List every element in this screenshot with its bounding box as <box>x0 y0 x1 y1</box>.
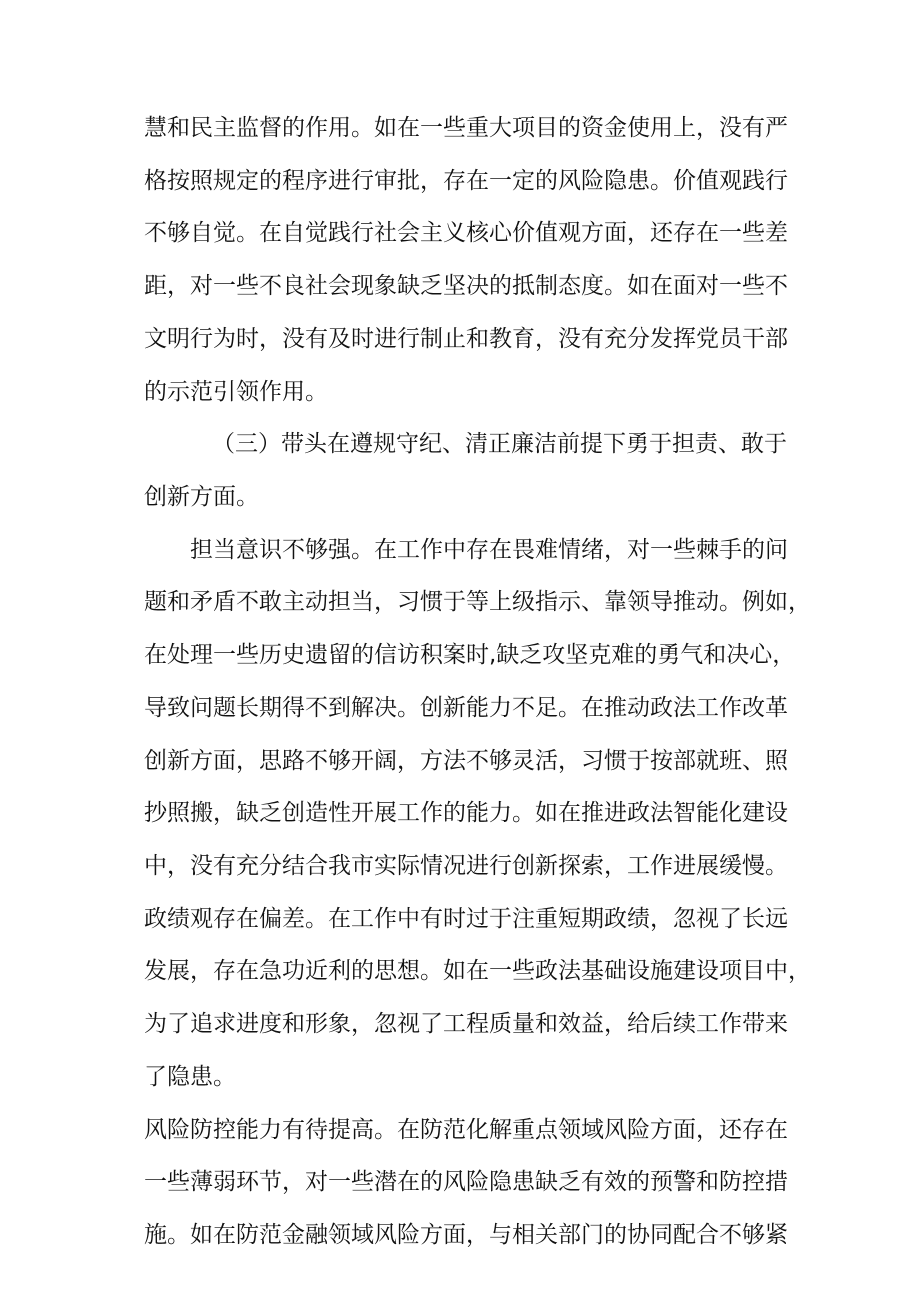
text-line: 不够自觉。在自觉践行社会主义核心价值观方面，还存在一些差 <box>144 220 788 246</box>
text-line: 担当意识不够强。在工作中存在畏难情绪，对一些棘手的问 <box>190 537 788 563</box>
text-line: 中，没有充分结合我市实际情况进行创新探索，工作进展缓慢。 <box>144 853 788 879</box>
text-line: 一些薄弱环节，对一些潜在的风险隐患缺乏有效的预警和防控措 <box>144 1169 788 1195</box>
text-line: 慧和民主监督的作用。如在一些重大项目的资金使用上，没有严 <box>144 115 788 141</box>
text-line: 为了追求进度和形象，忽视了工程质量和效益，给后续工作带来 <box>144 1011 788 1037</box>
text-line: 抄照搬，缺乏创造性开展工作的能力。如在推进政法智能化建设 <box>144 800 788 826</box>
text-line: 格按照规定的程序进行审批，存在一定的风险隐患。价值观践行 <box>144 168 788 194</box>
text-line: 在处理一些历史遗留的信访积案时,缺乏攻坚克难的勇气和决心， <box>144 642 796 668</box>
section-heading: （三）带头在遵规守纪、清正廉洁前提下勇于担责、敢于 <box>212 431 787 457</box>
text-line: 创新方面，思路不够开阔，方法不够灵活，习惯于按部就班、照 <box>144 748 788 774</box>
section-heading-continued: 创新方面。 <box>144 484 259 510</box>
text-line: 发展，存在急功近利的思想。如在一些政法基础设施建设项目中， <box>144 958 811 984</box>
text-line: 文明行为时，没有及时进行制止和教育，没有充分发挥党员干部 <box>144 326 788 352</box>
text-line: 了隐患。 <box>144 1064 236 1090</box>
text-line: 导致问题长期得不到解决。创新能力不足。在推动政法工作改革 <box>144 695 788 721</box>
text-line: 距，对一些不良社会现象缺乏坚决的抵制态度。如在面对一些不 <box>144 273 788 299</box>
text-line: 政绩观存在偏差。在工作中有时过于注重短期政绩，忽视了长远 <box>144 906 788 932</box>
text-line: 题和矛盾不敢主动担当，习惯于等上级指示、靠领导推动。例如， <box>144 589 811 615</box>
text-line: 的示范引领作用。 <box>144 379 328 405</box>
text-line: 施。如在防范金融领域风险方面，与相关部门的协同配合不够紧 <box>144 1222 788 1248</box>
text-line: 风险防控能力有待提高。在防范化解重点领域风险方面，还存在 <box>144 1117 788 1143</box>
